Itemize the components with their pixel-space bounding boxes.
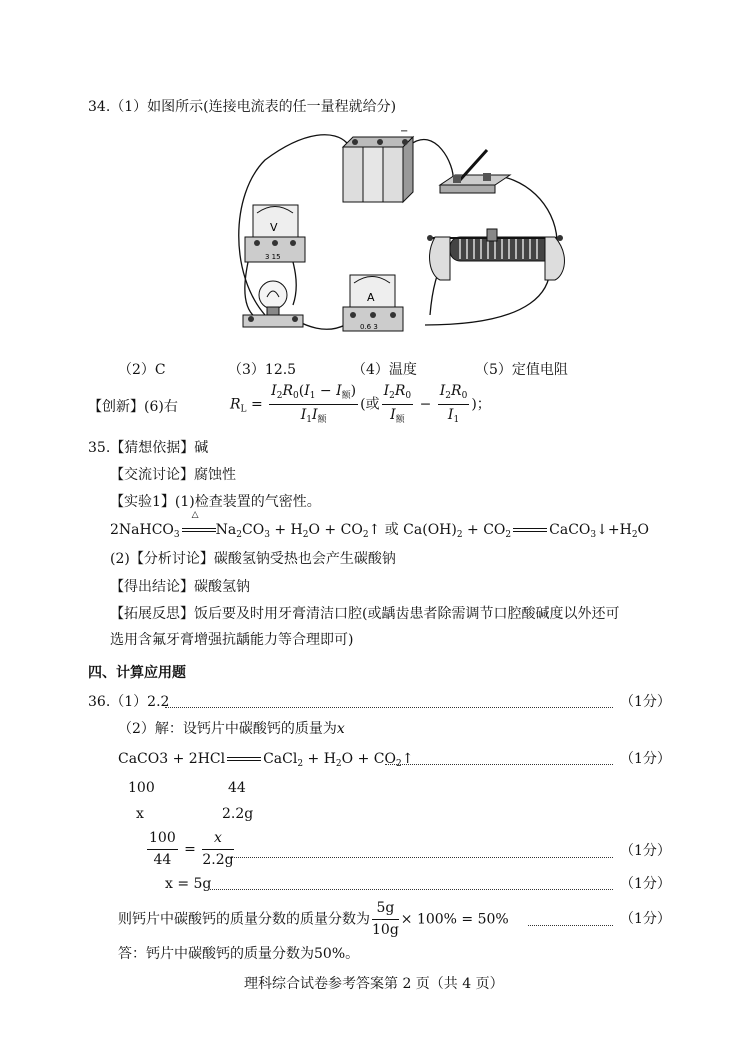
q34-innov-label: 【创新】(6)右 (88, 399, 178, 415)
q36-equation: CaCO3 + 2HCl CaCl$_2$ + $H_2O$ + $CO_2↑$ (118, 751, 414, 769)
q35-line7: 【拓展反思】饭后要及时用牙膏清洁口腔(或龋齿患者除需调节口腔酸碱度以外还可 (110, 606, 620, 622)
leader-dots (165, 707, 613, 708)
q36-mass3: x (136, 806, 144, 822)
q34-opt4: （4）温度 (352, 362, 417, 378)
battery-icon (343, 126, 413, 202)
svg-text:0.6 3: 0.6 3 (360, 323, 378, 331)
switch-icon (440, 150, 510, 193)
q34-opt3: （3）12.5 (228, 362, 297, 378)
q35-line1: 35.【猜想依据】碱 (88, 440, 209, 456)
q34-opt5: （5）定值电阻 (475, 362, 568, 378)
svg-text:A: A (367, 291, 375, 304)
voltmeter-icon (245, 205, 305, 262)
q35-equation: 2NaHCO$_3$ △ $Na_2CO_3 + H_2O$ + $CO_2↑$ 或 $Ca(OH)_2 + CO_2$ $CaCO_3↓+H_2O$ (110, 510, 650, 540)
q34-line1: 34.（1）如图所示(连接电流表的任一量程就给分) (88, 99, 397, 115)
leader-dots (228, 857, 613, 858)
leader-dots (528, 925, 613, 926)
q36-point5: （1分） (620, 911, 671, 927)
q36-point1: （1分） (620, 694, 671, 710)
q34-opt2: （2）C (118, 362, 166, 378)
section-4-title: 四、计算应用题 (88, 665, 186, 681)
svg-text:−: − (400, 126, 409, 137)
q35-line6: 【得出结论】碳酸氢钠 (110, 579, 250, 595)
q36-x-result: x = 5g (165, 876, 212, 892)
q36-line2: （2）解：设钙片中碳酸钙的质量为x (118, 721, 345, 737)
q36-point4: （1分） (620, 876, 671, 892)
q36-line1: 36.（1）2.2 (88, 694, 170, 710)
rheostat-icon (427, 229, 564, 280)
q35-line3: 【实验1】(1)检查装置的气密性。 (110, 494, 321, 510)
q34-formula: $R_L$ = $\frac{I_2R_0(I_1 - I_额)}{I_1I_额}$ (或 $\frac{I_2R_0}{I_额}$ − $\frac{I_2R_0}{I_1}$ )； (230, 383, 491, 425)
q36-point3: （1分） (620, 843, 671, 859)
svg-text:V: V (270, 221, 278, 234)
q35-line8: 选用含氟牙膏增强抗龋能力等合理即可) (110, 632, 354, 648)
leader-dots (208, 889, 613, 890)
circuit-diagram (225, 125, 585, 350)
q36-fraction-line: 则钙片中碳酸钙的质量分数的质量分数为 $\frac{5g}{10g}$ × 100% = 50% (118, 900, 509, 938)
q35-line5: (2)【分析讨论】碳酸氢钠受热也会产生碳酸钠 (110, 551, 396, 567)
q36-point2: （1分） (620, 751, 671, 767)
page-footer: 理科综合试卷参考答案第 2 页（共 4 页） (244, 976, 504, 992)
q35-line2: 【交流讨论】腐蚀性 (110, 467, 236, 483)
ammeter-icon (343, 275, 403, 331)
q36-mass2: 44 (228, 780, 246, 796)
q36-proportion: $\frac{100}{44}$ = $\frac{x}{2.2g}$ (149, 830, 234, 868)
q36-mass4: 2.2g (222, 806, 254, 822)
q36-answer: 答：钙片中碳酸钙的质量分数为50%。 (118, 946, 360, 962)
leader-dots (385, 764, 613, 765)
svg-text:3 15: 3 15 (265, 253, 281, 261)
q36-mass1: 100 (128, 780, 155, 796)
